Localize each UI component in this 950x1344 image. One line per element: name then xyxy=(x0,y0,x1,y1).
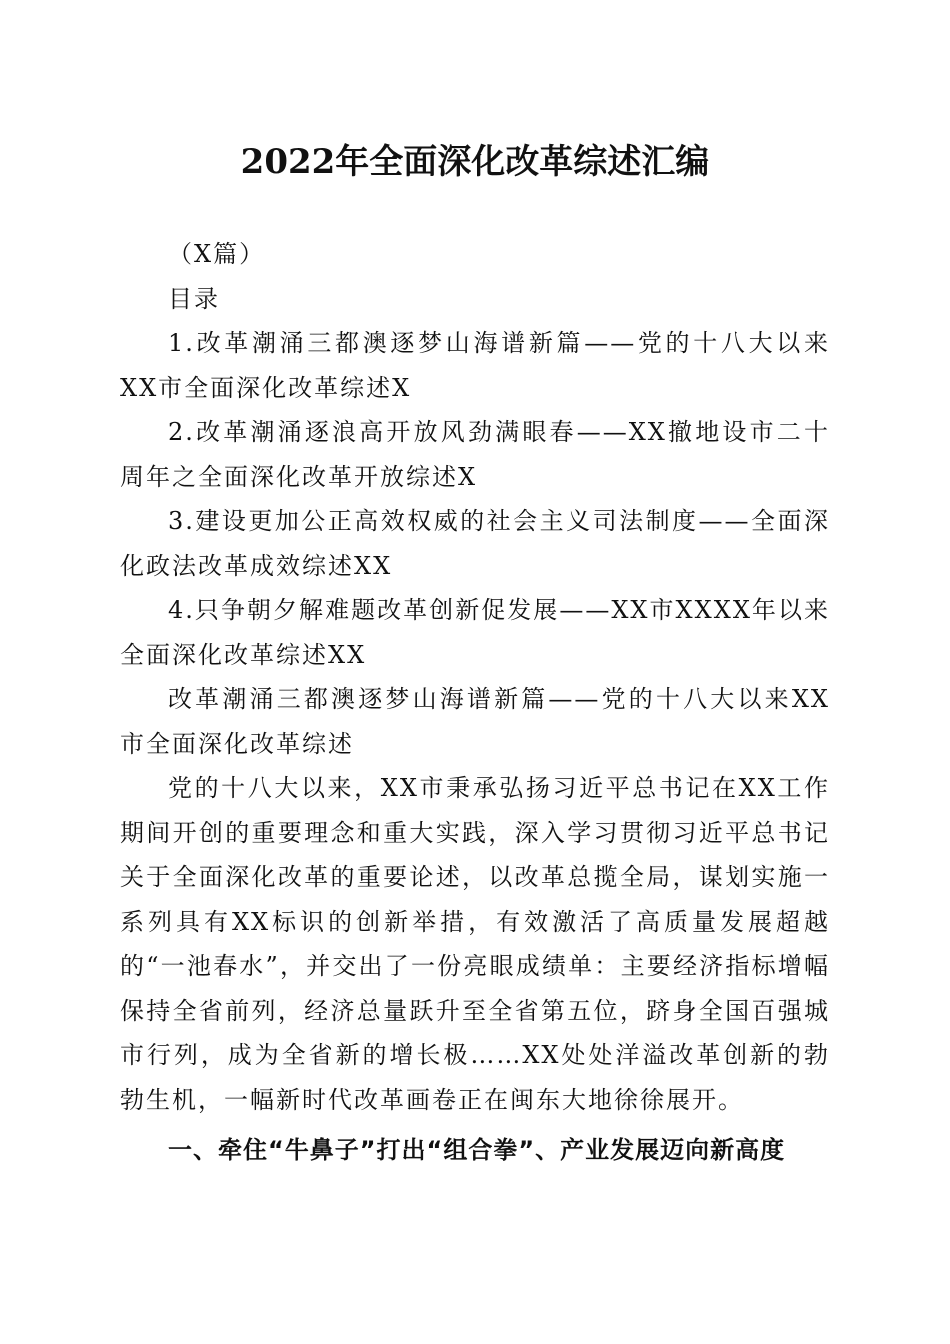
toc-item-2: 2.改革潮涌逐浪高开放风劲满眼春——XX撤地设市二十周年之全面深化改革开放综述X xyxy=(120,418,830,491)
toc-item-1: 1.改革潮涌三都澳逐梦山海谱新篇——党的十八大以来XX市全面深化改革综述X xyxy=(120,329,830,402)
document-title: 2022年全面深化改革综述汇编 xyxy=(240,142,710,182)
paragraph: 党的十八大以来，XX市秉承弘扬习近平总书记在XX工作期间开创的重要理念和重大实践，深入学习贯彻习近平总书记关于全面深化改革的重要论述，以改革总揽全局，谋划实施一系列具有XX标识的创新举措，有效激活了高质量发展超越的“一池春水”，并交出了一份亮眼成绩单：主要经济指标增幅保持全省前列，经济总量跃升至全省第五位，跻身全国百强城市行列，成为全省新的增长极……XX处处洋溢改革创新的勃勃生机，一幅新时代改革画卷正在闽东大地徐徐展开。 xyxy=(120,774,830,1114)
document-subtitle: （X篇） xyxy=(168,240,266,268)
toc-item-4: 4.只争朝夕解难题改革创新促发展——XX市XXXX年以来全面深化改革综述XX xyxy=(120,596,830,669)
toc-item-3: 3.建设更加公正高效权威的社会主义司法制度——全面深化政法改革成效综述XX xyxy=(120,507,830,580)
toc-label: 目录 xyxy=(168,284,220,313)
article-title: 改革潮涌三都澳逐梦山海谱新篇——党的十八大以来XX市全面深化改革综述 xyxy=(120,685,830,758)
document-body xyxy=(120,232,830,1173)
section-heading: 一、牵住“牛鼻子”打出“组合拳”、产业发展迈向新高度 xyxy=(168,1136,786,1164)
